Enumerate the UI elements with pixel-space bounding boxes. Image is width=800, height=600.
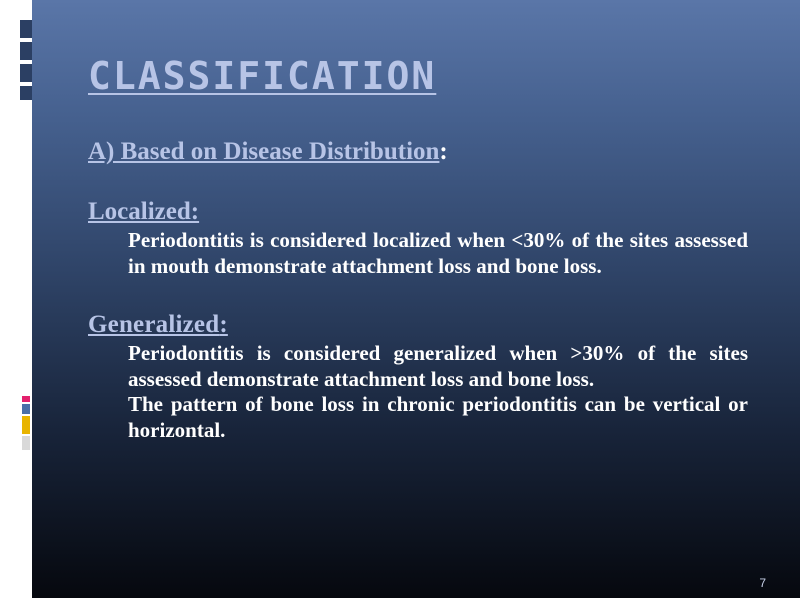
decorative-bar — [20, 86, 32, 100]
paragraph-bone-loss-pattern: The pattern of bone loss in chronic periodontitis can be vertical or horizontal. — [128, 392, 748, 442]
accent-bar-gray — [22, 436, 30, 450]
section-label-generalized-text: Generalized — [88, 311, 220, 338]
subheading — [88, 136, 748, 168]
paragraph-localized: Periodontitis is considered localized when <30% of the sites assessed in mouth demonstrate attachment loss and bone loss. — [128, 228, 748, 278]
decorative-bar — [20, 20, 32, 38]
subheading-colon: : — [439, 138, 448, 165]
slide-title: CLASSIFICATION — [88, 54, 437, 98]
section-label-localized: Localized: — [88, 198, 200, 225]
decorative-bars-top — [20, 20, 32, 98]
decorative-color-bars — [22, 396, 30, 456]
accent-bar-yellow — [22, 416, 30, 434]
slide-content — [88, 136, 748, 443]
accent-bar-pink — [22, 396, 30, 402]
page-number: 7 — [759, 576, 766, 590]
paragraph-generalized: Periodontitis is considered generalized when >30% of the sites assessed demonstrate attachment loss and bone loss. — [128, 341, 748, 391]
decorative-bar — [20, 42, 32, 60]
decorative-bar — [20, 64, 32, 82]
section-label-generalized — [88, 309, 748, 341]
subheading-text: A) Based on Disease Distribution — [88, 138, 440, 165]
section-label-generalized-colon: : — [219, 311, 228, 338]
accent-bar-blue — [22, 404, 30, 414]
